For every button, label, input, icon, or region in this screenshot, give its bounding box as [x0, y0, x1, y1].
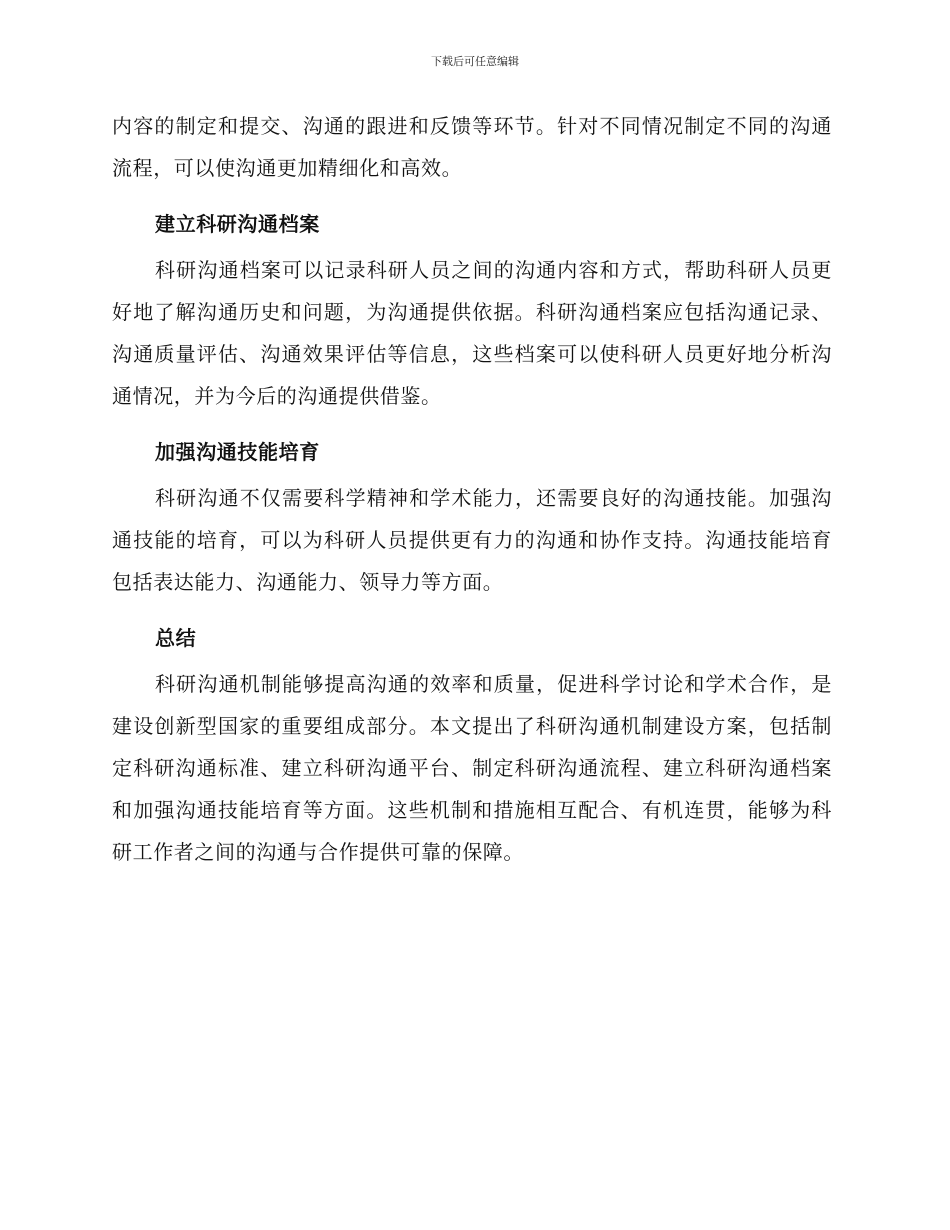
section-heading-skills: 加强沟通技能培育 — [155, 440, 320, 464]
header-note: 下载后可任意编辑 — [431, 55, 519, 68]
section-paragraph-skills: 科研沟通不仅需要科学精神和学术能力，还需要良好的沟通技能。加强沟通技能的培育，可以为科研人员提供更有力的沟通和协作支持。沟通技能培育包括表达能力、沟通能力、领导力等方面。 — [112, 486, 832, 594]
section-heading-archive: 建立科研沟通档案 — [155, 212, 320, 236]
intro-paragraph: 内容的制定和提交、沟通的跟进和反馈等环节。针对不同情况制定不同的沟通流程，可以使沟通更加精细化和高效。 — [112, 114, 832, 180]
section-heading-summary: 总结 — [155, 626, 197, 650]
section-paragraph-archive: 科研沟通档案可以记录科研人员之间的沟通内容和方式，帮助科研人员更好地了解沟通历史和问题，为沟通提供依据。科研沟通档案应包括沟通记录、沟通质量评估、沟通效果评估等信息，这些档案可以使科研人员更好地分析沟通情况，并为今后的沟通提供借鉴。 — [112, 258, 832, 408]
document-body — [112, 105, 832, 873]
section-paragraph-summary: 科研沟通机制能够提高沟通的效率和质量，促进科学讨论和学术合作，是建设创新型国家的重要组成部分。本文提出了科研沟通机制建设方案，包括制定科研沟通标准、建立科研沟通平台、制定科研沟通流程、建立科研沟通档案和加强沟通技能培育等方面。这些机制和措施相互配合、有机连贯，能够为科研工作者之间的沟通与合作提供可靠的保障。 — [112, 672, 832, 864]
